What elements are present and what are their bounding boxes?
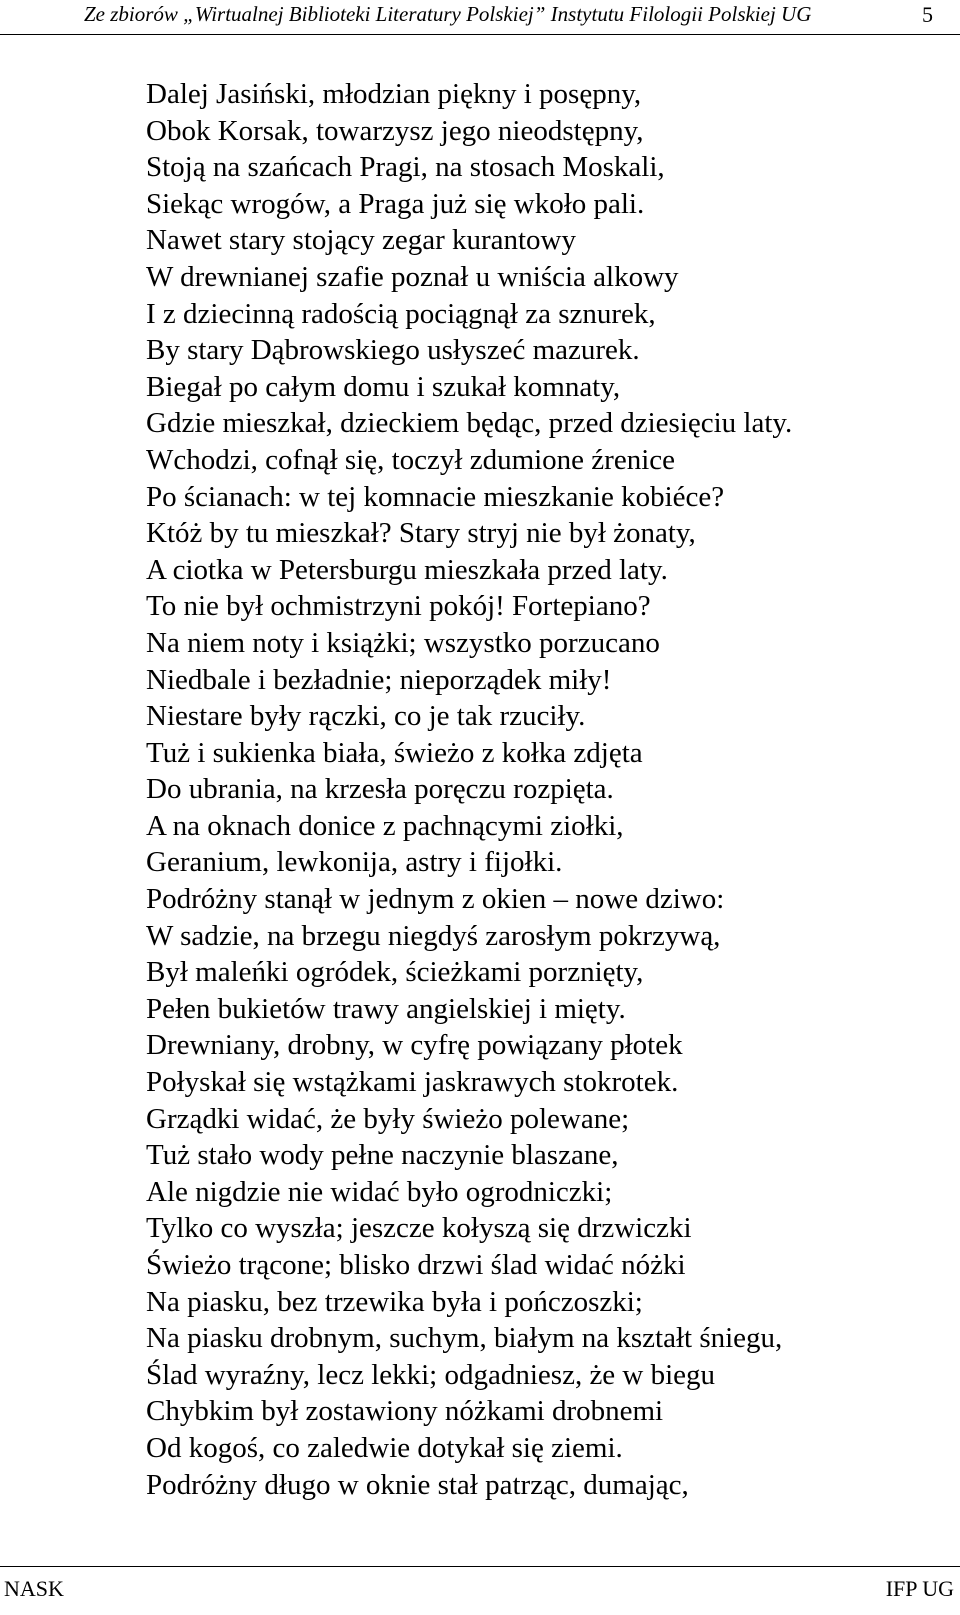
page-header bbox=[0, 0, 960, 36]
poem-line: Wchodzi, cofnął się, toczył zdumione źrenice bbox=[146, 443, 676, 476]
poem-line: Nawet stary stojący zegar kurantowy bbox=[146, 224, 577, 257]
poem-line: Połyskał się wstążkami jaskrawych stokrotek. bbox=[146, 1066, 679, 1099]
poem-line: Do ubrania, na krzesła poręczu rozpięta. bbox=[146, 773, 614, 806]
poem-line: Obok Korsak, towarzysz jego nieodstępny, bbox=[146, 114, 644, 147]
poem-line: Dalej Jasiński, młodzian piękny i posępny, bbox=[146, 78, 642, 110]
poem-line: Na niem noty i książki; wszystko porzucano bbox=[146, 626, 660, 659]
footer-divider bbox=[0, 1566, 960, 1567]
poem-line: Geranium, lewkonija, astry i fijołki. bbox=[146, 846, 563, 879]
poem-line: Był maleńki ogródek, ścieżkami porznięty, bbox=[146, 956, 644, 989]
poem-line: To nie był ochmistrzyni pokój! Fortepiano? bbox=[146, 590, 651, 623]
poem-line: Siekąc wrogów, a Praga już się wkoło pali. bbox=[146, 187, 645, 220]
poem-line: Tuż stało wody pełne naczynie blaszane, bbox=[146, 1139, 619, 1172]
poem-line: W sadzie, na brzegu niegdyś zarosłym pokrzywą, bbox=[146, 919, 721, 952]
header-title: Ze zbiorów „Wirtualnej Biblioteki Literatury Polskiej” Instytutu Filologii Polskiej UG bbox=[84, 2, 812, 26]
header-divider bbox=[0, 34, 960, 35]
poem-line: W drewnianej szafie poznał u wniścia alkowy bbox=[146, 260, 679, 293]
poem-line: Chybkim był zostawiony nóżkami drobnemi bbox=[146, 1395, 664, 1428]
poem-line: Któż by tu mieszkał? Stary stryj nie był żonaty, bbox=[146, 517, 696, 550]
poem-line: Tylko co wyszła; jeszcze kołyszą się drzwiczki bbox=[146, 1212, 692, 1245]
poem-line: Od kogoś, co zaledwie dotykał się ziemi. bbox=[146, 1431, 623, 1464]
poem-line: Stoją na szańcach Pragi, na stosach Moskali, bbox=[146, 151, 665, 184]
poem-line: Gdzie mieszkał, dzieckiem będąc, przed dziesięciu laty. bbox=[146, 407, 793, 440]
poem-line: A ciotka w Petersburgu mieszkała przed laty. bbox=[146, 553, 668, 586]
poem-line: Po ścianach: w tej komnacie mieszkanie kobiéce? bbox=[146, 480, 725, 513]
poem-line: Grządki widać, że były świeżo polewane; bbox=[146, 1102, 630, 1135]
poem-line: Pełen bukietów trawy angielskiej i mięty. bbox=[146, 992, 626, 1025]
poem-line: Tuż i sukienka biała, świeżo z kołka zdjęta bbox=[146, 736, 643, 769]
poem-line: Na piasku drobnym, suchym, białym na kształt śniegu, bbox=[146, 1322, 783, 1355]
poem-text bbox=[146, 76, 946, 1503]
poem-line: Ale nigdzie nie widać było ogrodniczki; bbox=[146, 1175, 613, 1208]
poem-line: Drewniany, drobny, w cyfrę powiązany płotek bbox=[146, 1029, 683, 1062]
poem-line: I z dziecinną radością pociągnął za sznurek, bbox=[146, 297, 656, 330]
poem-line: Niedbale i bezładnie; nieporządek miły! bbox=[146, 663, 612, 696]
poem-line: Na piasku, bez trzewika była i pończoszki; bbox=[146, 1285, 643, 1318]
poem-line: Podróżny długo w oknie stał patrząc, dumając, bbox=[146, 1468, 689, 1501]
poem-line: Biegał po całym domu i szukał komnaty, bbox=[146, 370, 621, 403]
footer-right-label: IFP UG bbox=[885, 1576, 954, 1601]
page-footer bbox=[0, 1566, 960, 1615]
page-number: 5 bbox=[922, 2, 933, 27]
poem-line: Podróżny stanął w jednym z okien – nowe dziwo: bbox=[146, 883, 725, 916]
poem-line: Ślad wyraźny, lecz lekki; odgadniesz, że w biegu bbox=[146, 1358, 716, 1391]
poem-line: By stary Dąbrowskiego usłyszeć mazurek. bbox=[146, 334, 640, 367]
poem-line: A na oknach donice z pachnącymi ziołki, bbox=[146, 809, 624, 842]
footer-left-label: NASK bbox=[4, 1576, 64, 1601]
poem-line: Świeżo trącone; blisko drzwi ślad widać nóżki bbox=[146, 1249, 686, 1281]
poem-line: Niestare były rączki, co je tak rzuciły. bbox=[146, 700, 586, 733]
